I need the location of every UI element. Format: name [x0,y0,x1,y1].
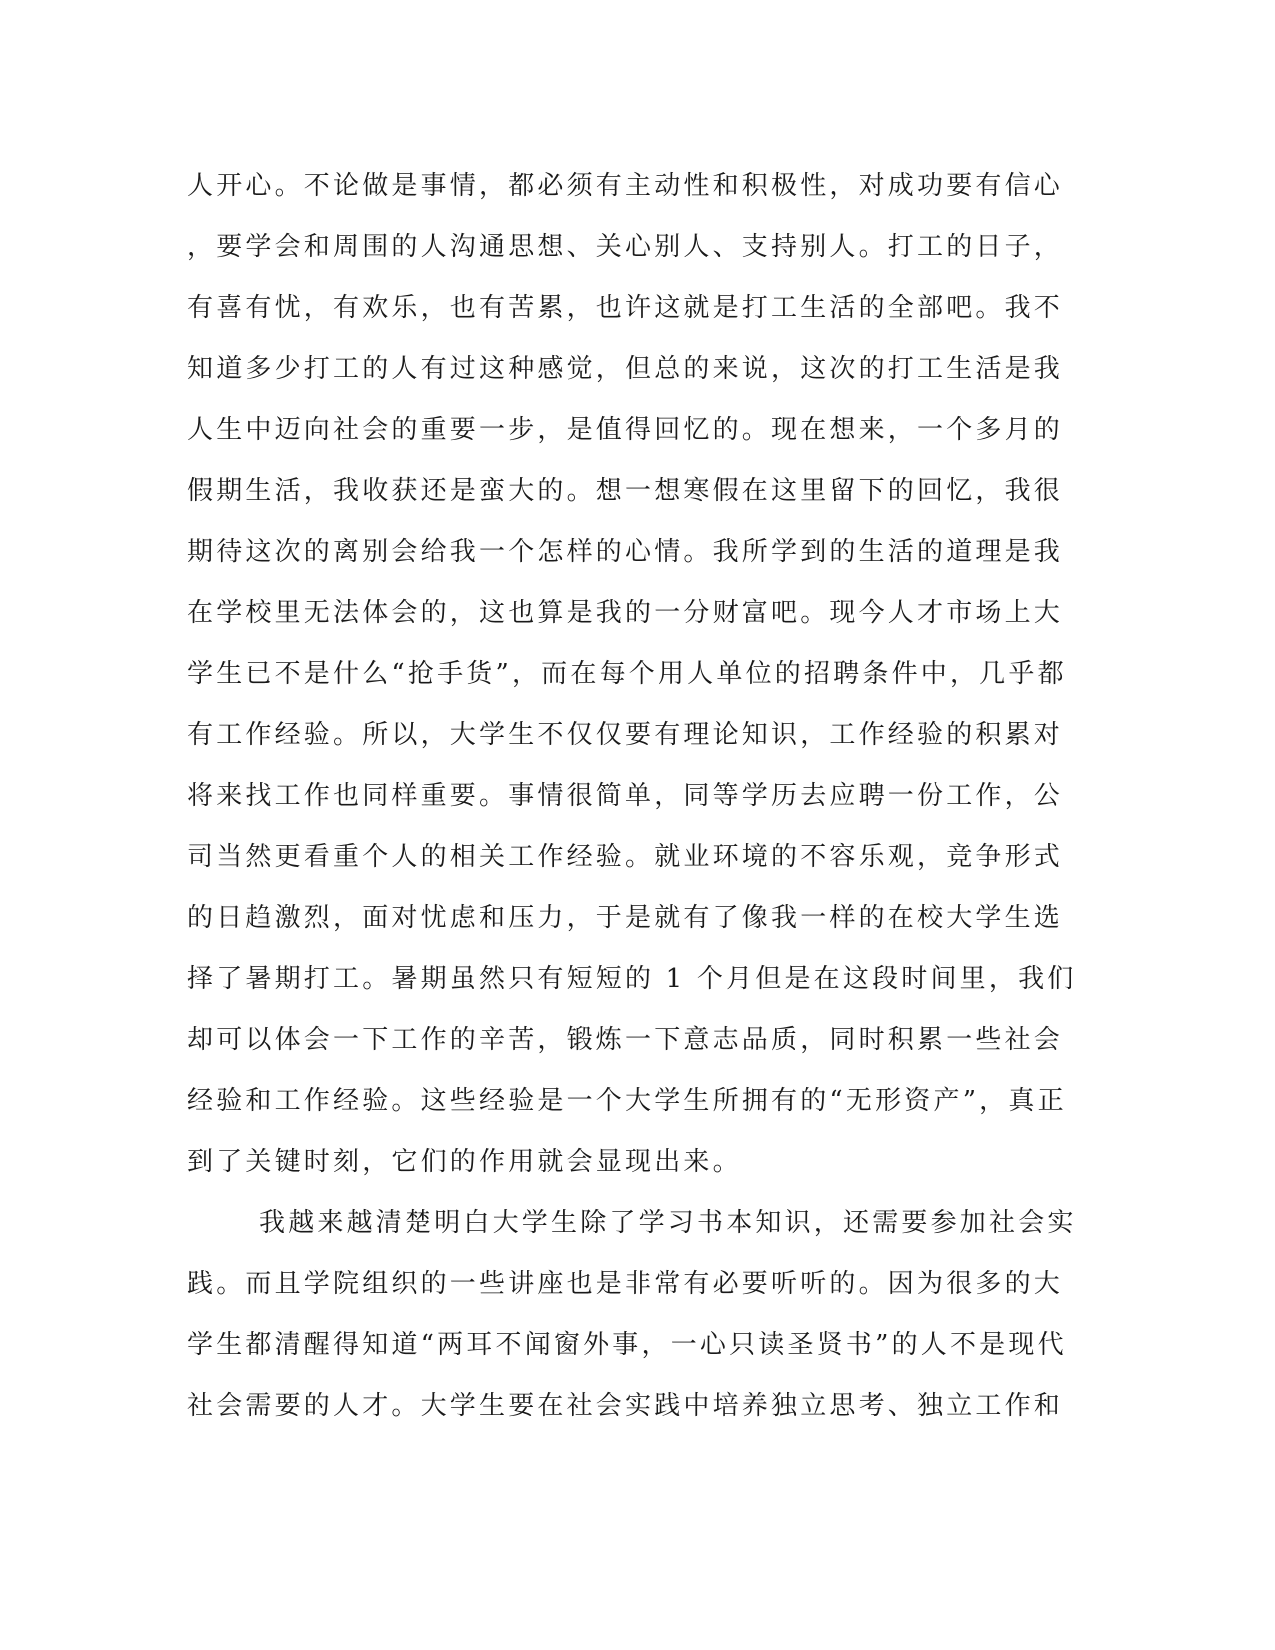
text-line-13: 的日趋激烈，面对忧虑和压力，于是就有了像我一样的在校大学生选 [187,903,1064,933]
text-line-10: 有工作经验。所以，大学生不仅仅要有理论知识，工作经验的积累对 [187,720,1064,750]
text-line-16: 经验和工作经验。这些经验是一个大学生所拥有的“无形资产”，真正 [187,1086,1067,1116]
text-line-5: 人生中迈向社会的重要一步，是值得回忆的。现在想来，一个多月的 [187,415,1064,445]
text-line-2: ，要学会和周围的人沟通思想、关心别人、支持别人。打工的日子， [187,232,1064,262]
text-line-11: 将来找工作也同样重要。事情很简单，同等学历去应聘一份工作，公 [187,781,1064,811]
text-line-9: 学生已不是什么“抢手货”，而在每个用人单位的招聘条件中，几乎都 [187,659,1067,689]
text-line-7: 期待这次的离别会给我一个怎样的心情。我所学到的生活的道理是我 [187,537,1064,567]
text-line-8: 在学校里无法体会的，这也算是我的一分财富吧。现今人才市场上大 [187,598,1064,628]
text-line-12: 司当然更看重个人的相关工作经验。就业环境的不容乐观，竞争形式 [187,842,1064,872]
paragraph-start-line: 我越来越清楚明白大学生除了学习书本知识，还需要参加社会实 [259,1208,1077,1238]
text-line-20: 学生都清醒得知道“两耳不闻窗外事，一心只读圣贤书”的人不是现代 [187,1330,1067,1360]
text-line-15: 却可以体会一下工作的辛苦，锻炼一下意志品质，同时积累一些社会 [187,1025,1064,1055]
text-line-1: 人开心。不论做是事情，都必须有主动性和积极性，对成功要有信心 [187,171,1064,201]
body-text [187,166,1087,1447]
text-line-17: 到了关键时刻，它们的作用就会显现出来。 [187,1147,742,1177]
text-line-19: 践。而且学院组织的一些讲座也是非常有必要听听的。因为很多的大 [187,1269,1064,1299]
text-line-21: 社会需要的人才。大学生要在社会实践中培养独立思考、独立工作和 [187,1391,1064,1421]
text-line-3: 有喜有忧，有欢乐，也有苦累，也许这就是打工生活的全部吧。我不 [187,293,1064,323]
text-line-14: 择了暑期打工。暑期虽然只有短短的 1 个月但是在这段时间里，我们 [187,964,1077,994]
text-line-6: 假期生活，我收获还是蛮大的。想一想寒假在这里留下的回忆，我很 [187,476,1064,506]
text-line-4: 知道多少打工的人有过这种感觉，但总的来说，这次的打工生活是我 [187,354,1064,384]
